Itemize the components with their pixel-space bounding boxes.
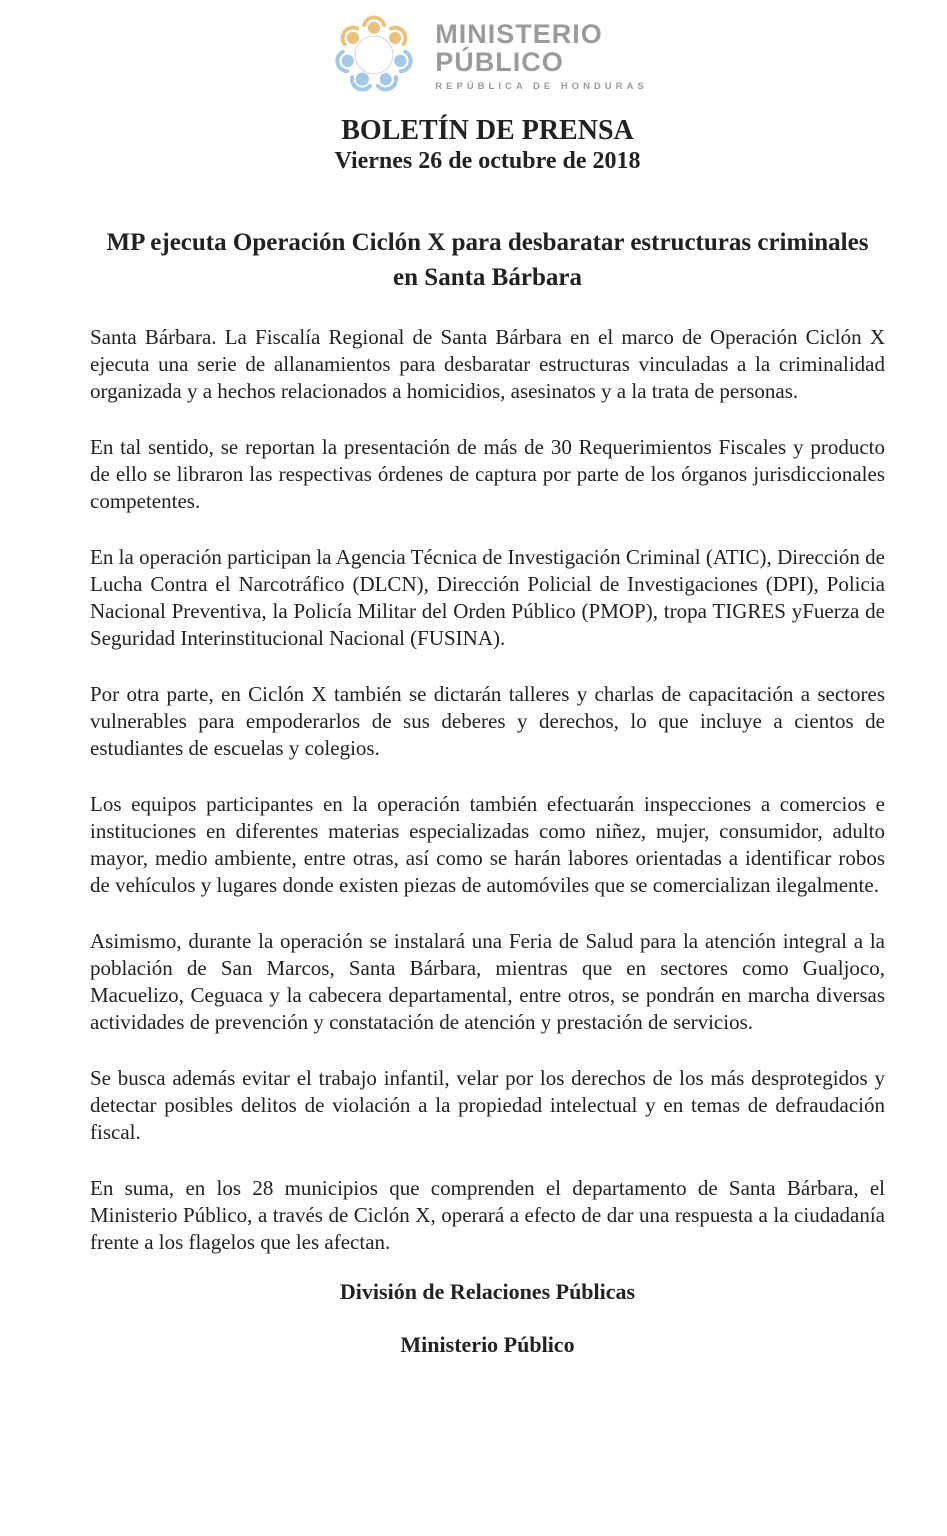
body-paragraph: En la operación participan la Agencia Técnica de Investigación Criminal (ATIC), Dirección de Lucha Contra el Narcotráfico (DLCN), Dirección Policial de Investigaciones (DPI), Policia Nacional Preventiva, la Policía Militar del Orden Público (PMOP), tropa TIGRES yFuerza de Seguridad Interinstitucional Nacional (FUSINA). bbox=[90, 545, 885, 650]
org-logo-icon bbox=[327, 8, 421, 103]
signature-division: División de Relaciones Públicas bbox=[339, 1279, 636, 1304]
bulletin-date: Viernes 26 de octubre de 2018 bbox=[334, 148, 641, 174]
body-paragraph: Se busca además evitar el trabajo infantil, velar por los derechos de los más desprotegidos y detectar posibles delitos de violación a la propiedad intelectual y en temas de defraudación fiscal. bbox=[90, 1066, 885, 1144]
body-paragraph: En tal sentido, se reportan la presentación de más de 30 Requerimientos Fiscales y producto de ello se libraron las respectivas órdenes de captura por parte de los órganos jurisdiccionales competentes. bbox=[90, 435, 885, 513]
org-logo-text bbox=[435, 20, 647, 92]
org-logo bbox=[90, 8, 885, 103]
headline: MP ejecuta Operación Ciclón X para desbaratar estructuras criminales en Santa Bárbara bbox=[106, 229, 869, 291]
body-paragraph: En suma, en los 28 municipios que comprenden el departamento de Santa Bárbara, el Ministerio Público, a través de Ciclón X, operará a efecto de dar una respuesta a la ciudadanía frente a los flagelos que les afectan. bbox=[90, 1176, 885, 1254]
signature-organization: Ministerio Público bbox=[400, 1332, 575, 1357]
org-tagline: REPÚBLICA DE HONDURAS bbox=[435, 80, 648, 92]
body-paragraph: Asimismo, durante la operación se instalará una Feria de Salud para la atención integral a la población de San Marcos, Santa Bárbara, mientras que en sectores como Gualjoco, Macuelizo, Ceguaca y la cabecera departamental, entre otros, se pondrán en marcha diversas actividades de prevención y constatación de atención y prestación de servicios. bbox=[90, 929, 885, 1034]
bulletin-kicker: BOLETÍN DE PRENSA bbox=[341, 115, 634, 146]
body-paragraph: Por otra parte, en Ciclón X también se dictarán talleres y charlas de capacitación a sectores vulnerables para empoderarlos de sus deberes y derechos, lo que incluye a cientos de estudiantes de escuelas y colegios. bbox=[90, 682, 885, 760]
org-name-line1: MINISTERIO bbox=[435, 18, 603, 49]
article-body bbox=[90, 324, 885, 1256]
body-paragraph: Los equipos participantes en la operación también efectuarán inspecciones a comercios e instituciones en diferentes materias especializadas como niñez, mujer, consumidor, adulto mayor, medio ambiente, entre otras, así como se harán labores orientadas a identificar robos de vehículos y lugares donde existen piezas de automóviles que se comercializan ilegalmente. bbox=[90, 792, 885, 897]
org-name-line2: PÚBLICO bbox=[435, 46, 564, 77]
body-paragraph: Santa Bárbara. La Fiscalía Regional de Santa Bárbara en el marco de Operación Ciclón X ejecuta una serie de allanamientos para desbaratar estructuras vinculadas a la criminalidad organizada y a hechos relacionados a homicidios, asesinatos y a la trata de personas. bbox=[90, 325, 885, 403]
